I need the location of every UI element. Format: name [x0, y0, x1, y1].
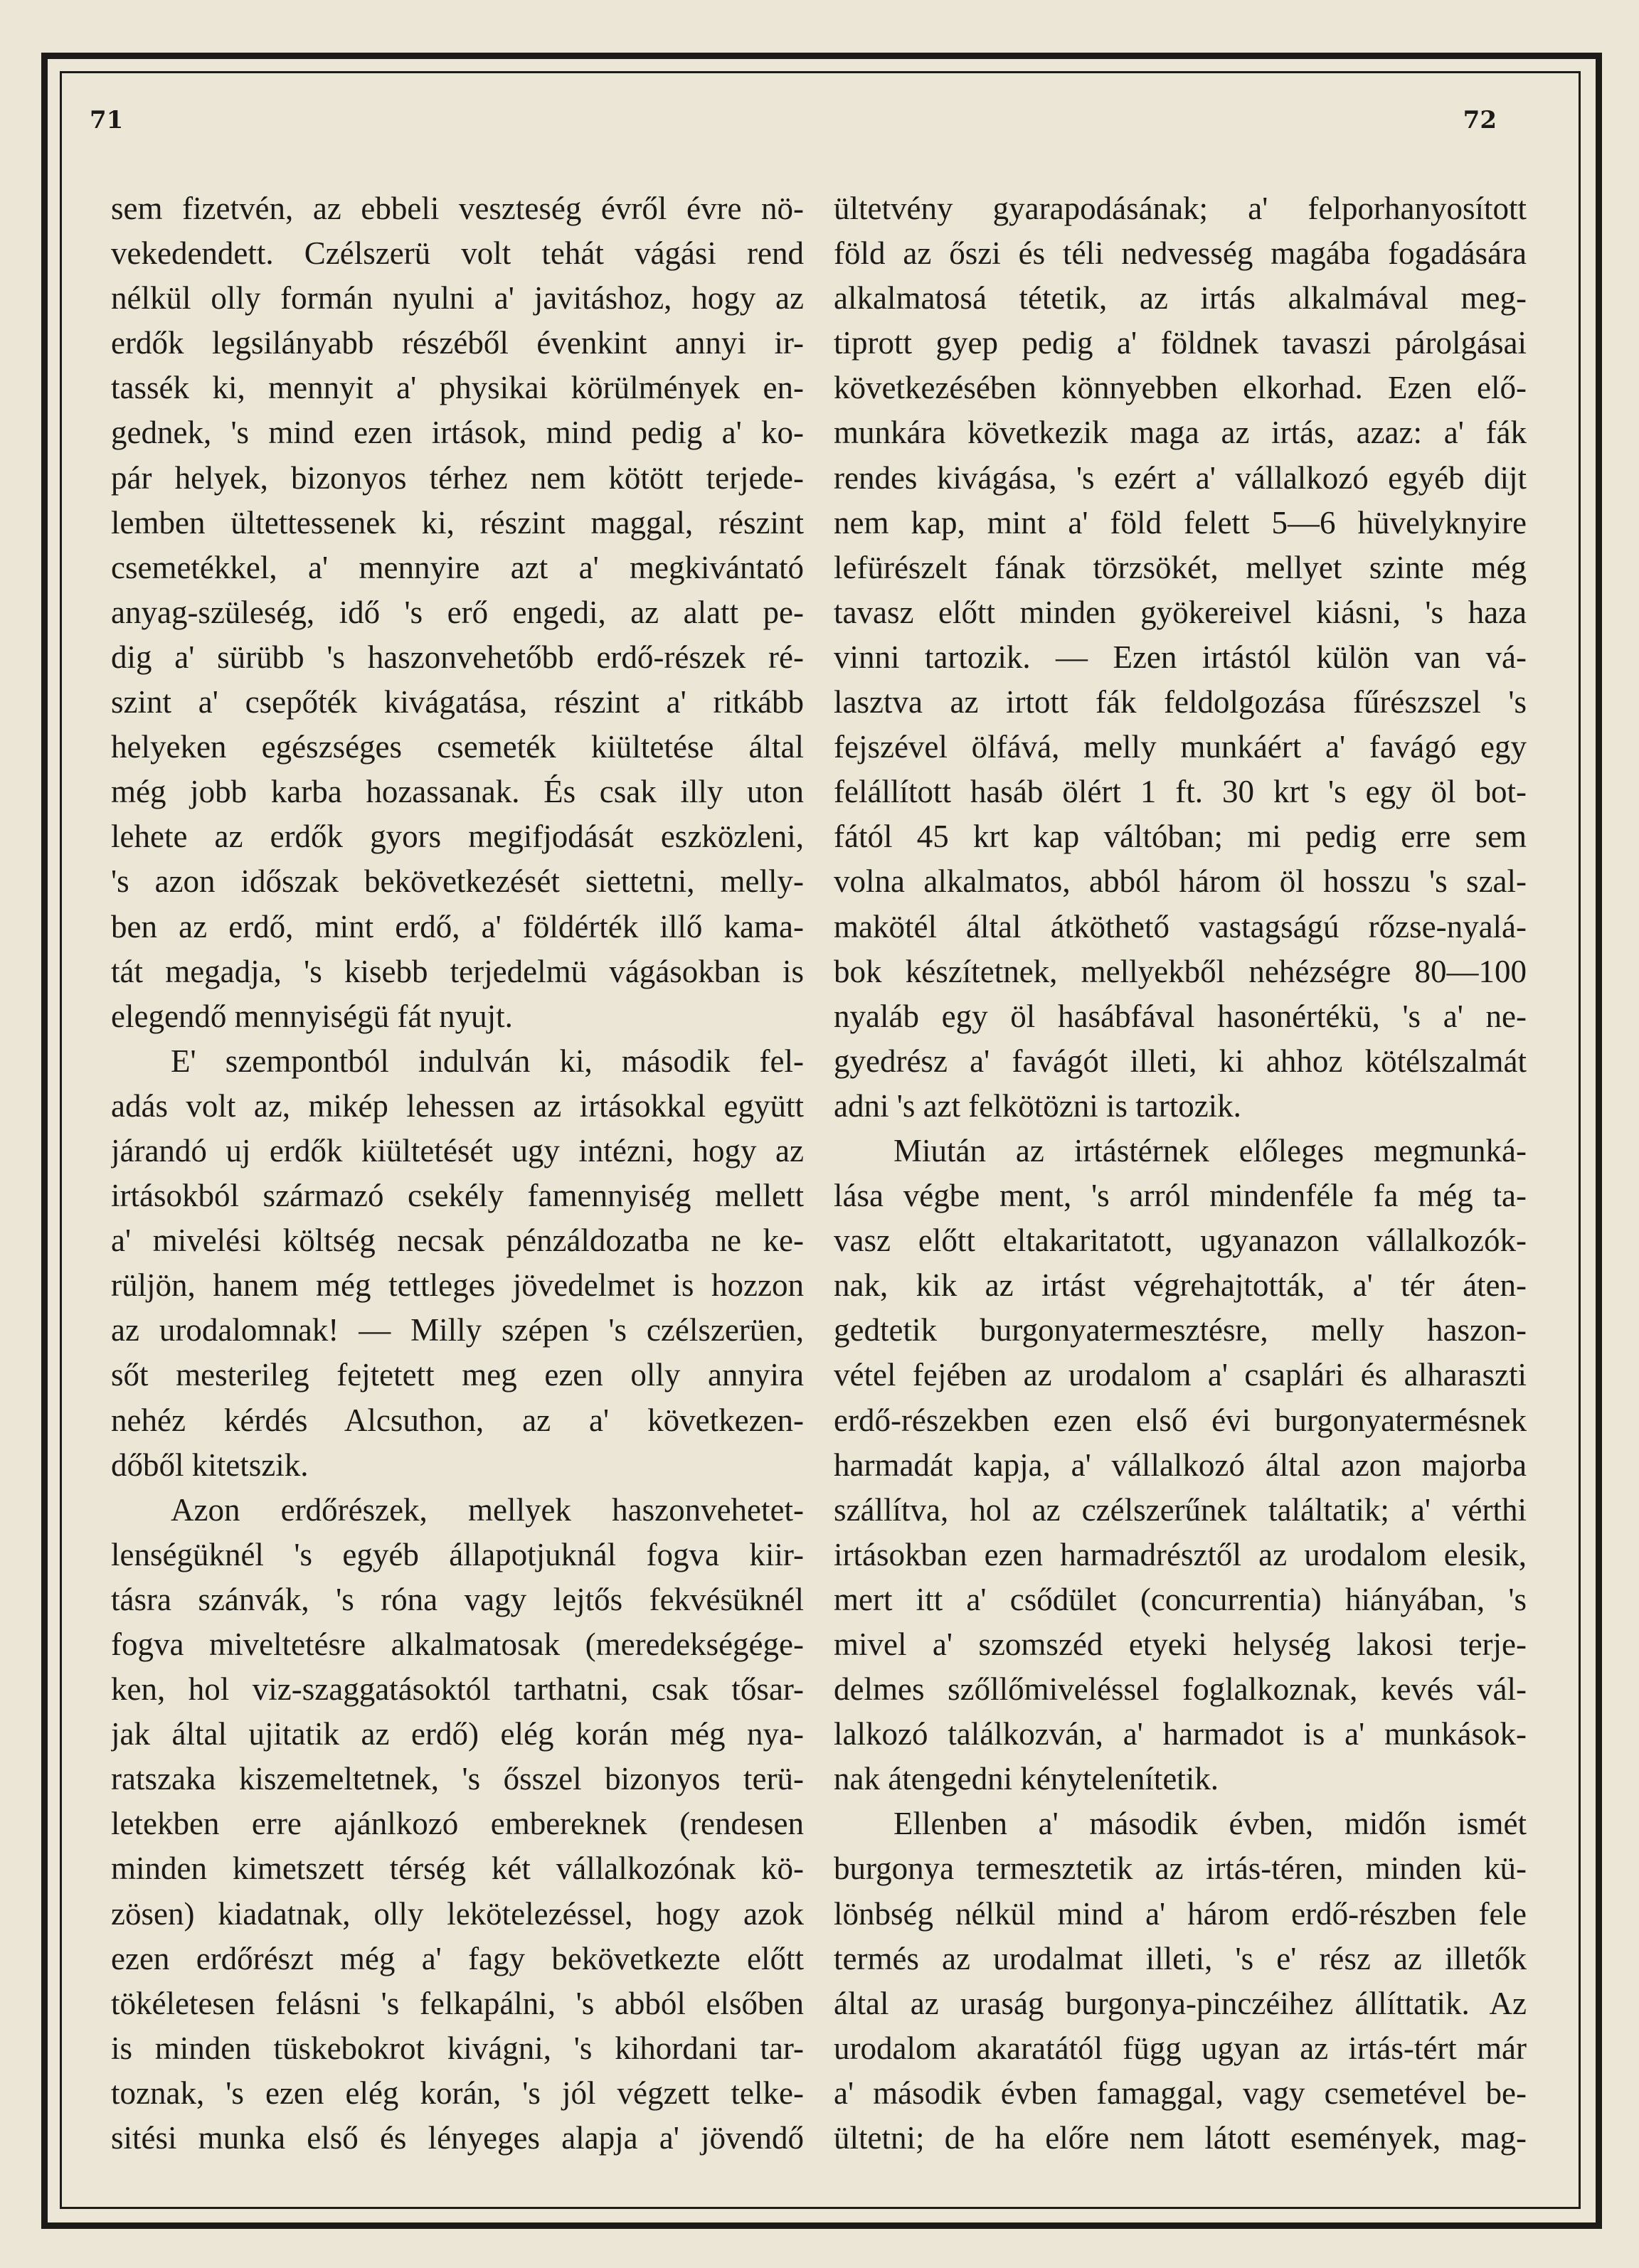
text-line: ben az erdő, mint erdő, a' földérték illő kama-: [111, 908, 804, 944]
text-line: alkalmatosá tétetik, az irtás alkalmával meg-: [834, 280, 1527, 316]
text-line: pár helyek, bizonyos térhez nem kötött terjede-: [111, 459, 804, 496]
text-line: lasztva az irtott fák feldolgozása fűrészszel 's: [834, 684, 1527, 720]
text-line: sem fizetvén, az ebbeli veszteség évről évre nö-: [111, 191, 804, 226]
text-line: delmes szőllőmiveléssel foglalkoznak, kevés vál-: [834, 1671, 1527, 1708]
text-line: az urodalomnak! — Milly szépen 's czélszerüen,: [111, 1312, 804, 1348]
text-line: 's azon időszak bekövetkezését siettetni, melly-: [111, 863, 804, 900]
text-line: erdők legsilányabb részéből évenkint annyi ir-: [111, 325, 804, 361]
text-line: lehete az erdők gyors megifjodását eszközleni,: [111, 819, 804, 855]
text-line: gednek, 's mind ezen irtások, mind pedig a' ko-: [111, 415, 804, 451]
page-number-right: 72: [1463, 106, 1497, 134]
text-line: a' mivelési költség necsak pénzáldozatba ne ke-: [111, 1223, 804, 1259]
text-line: következésében könnyebben elkorhad. Ezen elő-: [834, 370, 1527, 406]
text-line: jak által ujitatik az erdő) elég korán még nya-: [111, 1716, 804, 1752]
text-line: dőből kitetszik.: [111, 1447, 309, 1483]
text-line: bok készítetnek, mellyekből nehézségre 80—100: [834, 953, 1527, 989]
text-line: erdő-részekben ezen első évi burgonyatermésnek: [834, 1402, 1527, 1438]
text-line: csemetékkel, a' mennyire azt a' megkivántató: [111, 549, 804, 585]
text-line: anyag-szüleség, idő 's erő engedi, az alatt pe-: [111, 594, 804, 630]
text-line: mivel a' szomszéd etyeki helység lakosi terje-: [834, 1627, 1527, 1662]
text-line: tavasz előtt minden gyökereivel kiásni, 's haza: [834, 594, 1527, 630]
text-line: helyeken egészséges csemeték kiültetése által: [111, 729, 804, 765]
text-line: ezen erdőrészt még a' fagy bekövetkezte előtt: [111, 1940, 804, 1976]
text-line: gedtetik burgonyatermesztésre, melly haszon-: [834, 1312, 1527, 1348]
text-line: vekedendett. Czélszerü volt tehát vágási rend: [111, 235, 804, 272]
text-line: dig a' sürübb 's haszonvehetőbb erdő-részek ré-: [111, 639, 804, 675]
text-line: ültetvény gyarapodásának; a' felporhanyosított: [834, 191, 1527, 226]
text-line: nehéz kérdés Alcsuthon, az a' következen-: [111, 1402, 804, 1438]
text-line: urodalom akaratától függ ugyan az irtás-tért már: [834, 2030, 1527, 2066]
text-line: munkára következik maga az irtás, azaz: a' fák: [834, 415, 1527, 451]
text-line: még jobb karba hozassanak. És csak illy uton: [111, 774, 804, 810]
text-line: járandó uj erdők kiültetését ugy intézni, hogy az: [111, 1132, 804, 1168]
text-line: letekben erre ajánlkozó embereknek (rendesen: [111, 1806, 804, 1842]
text-line: rüljön, hanem még tettleges jövedelmet is hozzon: [111, 1267, 804, 1304]
text-line: lemben ültettessenek ki, részint maggal, részint: [111, 504, 804, 541]
text-line: makötél által átköthető vastagságú rőzse-nyalá-: [834, 908, 1527, 944]
text-line: tökéletesen felásni 's felkapálni, 's abból elsőben: [111, 1985, 804, 2021]
text-line: által az uraság burgonya-pinczéihez állíttatik. Az: [834, 1985, 1527, 2021]
text-line: elegendő mennyiségü fát nyujt.: [111, 998, 513, 1034]
text-line: ken, hol viz-szaggatásoktól tarthatni, csak tősar-: [111, 1671, 804, 1708]
text-line: is minden tüskebokrot kivágni, 's kihordani tar-: [111, 2030, 804, 2066]
text-line: toznak, 's ezen elég korán, 's jól végzett telke-: [111, 2075, 804, 2111]
text-line: E' szempontból indulván ki, második fel-: [171, 1043, 804, 1079]
text-line: a' második évben famaggal, vagy csemetével be-: [834, 2075, 1527, 2111]
text-line: szint a' csepőték kivágatása, részint a' ritkább: [111, 684, 804, 720]
text-line: nyaláb egy öl hasábfával hasonértékü, 's a' ne-: [834, 998, 1527, 1034]
text-line: rendes kivágása, 's ezért a' vállalkozó egyéb dijt: [834, 459, 1527, 496]
text-line: föld az őszi és téli nedvesség magába fogadására: [834, 235, 1527, 272]
text-line: Ellenben a' második évben, midőn ismét: [893, 1806, 1527, 1842]
text-line: harmadát kapja, a' vállalkozó által azon majorba: [834, 1447, 1527, 1483]
text-line: Miután az irtástérnek előleges megmunká-: [893, 1132, 1527, 1168]
text-column-left: [111, 186, 804, 2161]
text-line: gyedrész a' favágót illeti, ki ahhoz kötélszalmát: [834, 1043, 1527, 1079]
page-number-left: 71: [90, 106, 124, 134]
text-line: fejszével ölfává, melly munkáért a' favágó egy: [834, 729, 1527, 765]
text-line: tassék ki, mennyit a' physikai körülmények en-: [111, 370, 804, 406]
text-line: volna alkalmatos, abból három öl hosszu 's szal-: [834, 863, 1527, 900]
text-line: zösen) kiadatnak, olly lekötelezéssel, hogy azok: [111, 1895, 804, 1932]
text-line: tiprott gyep pedig a' földnek tavaszi párolgásai: [834, 325, 1527, 361]
text-line: adni 's azt felkötözni is tartozik.: [834, 1087, 1241, 1124]
text-line: vinni tartozik. — Ezen irtástól külön van vá-: [834, 639, 1527, 675]
text-line: nak átengedni kénytelenítetik.: [834, 1761, 1219, 1797]
text-line: adás volt az, mikép lehessen az irtásokkal együtt: [111, 1087, 804, 1124]
text-line: szállítva, hol az czélszerűnek találtatik; a' vérthi: [834, 1491, 1527, 1528]
text-column-right: [834, 186, 1527, 2161]
text-line: mert itt a' csődület (concurrentia) hiányában, 's: [834, 1581, 1527, 1617]
text-line: lefürészelt fának törzsökét, mellyet szinte még: [834, 549, 1527, 585]
text-line: ültetni; de ha előre nem látott események, mag-: [834, 2120, 1527, 2156]
text-line: irtásokból származó csekély famennyiség mellett: [111, 1178, 804, 1214]
text-line: nak, kik az irtást végrehajtották, a' tér áten-: [834, 1267, 1527, 1304]
text-line: burgonya termesztetik az irtás-téren, minden kü-: [834, 1851, 1527, 1887]
text-line: tát megadja, 's kisebb terjedelmü vágásokban is: [111, 953, 804, 989]
text-line: lönbség nélkül mind a' három erdő-részben fele: [834, 1895, 1527, 1932]
text-line: lalkozó találkozván, a' harmadot is a' munkások-: [834, 1716, 1527, 1752]
text-line: lása végbe ment, 's arról mindenféle fa még ta-: [834, 1178, 1527, 1214]
text-line: ratszaka kiszemeltetnek, 's ősszel bizonyos terü-: [111, 1761, 804, 1797]
text-line: vasz előtt eltakaritatott, ugyanazon vállalkozók-: [834, 1223, 1527, 1259]
text-line: nem kap, mint a' föld felett 5—6 hüvelyknyire: [834, 504, 1527, 541]
text-line: Azon erdőrészek, mellyek haszonvehetet-: [171, 1491, 804, 1528]
text-line: tásra szánvák, 's róna vagy lejtős fekvésüknél: [111, 1581, 804, 1617]
text-line: termés az urodalmat illeti, 's e' rész az illetők: [834, 1940, 1527, 1976]
text-line: sőt mesterileg fejtetett meg ezen olly annyira: [111, 1357, 804, 1393]
text-line: fogva miveltetésre alkalmatosak (meredekségége-: [111, 1627, 804, 1662]
text-line: minden kimetszett térség két vállalkozónak kö-: [111, 1851, 804, 1887]
text-line: vétel fejében az urodalom a' csaplári és alharaszti: [834, 1357, 1527, 1393]
text-line: fától 45 krt kap váltóban; mi pedig erre sem: [834, 819, 1527, 855]
text-line: nélkül olly formán nyulni a' javitáshoz, hogy az: [111, 280, 804, 316]
text-line: irtásokban ezen harmadrésztől az urodalom elesik,: [834, 1536, 1527, 1572]
text-line: sitési munka első és lényeges alapja a' jövendő: [111, 2120, 804, 2156]
text-line: felállított hasáb ölért 1 ft. 30 krt 's egy öl bot-: [834, 774, 1527, 810]
text-line: lenségüknél 's egyéb állapotjuknál fogva kiir-: [111, 1536, 804, 1572]
